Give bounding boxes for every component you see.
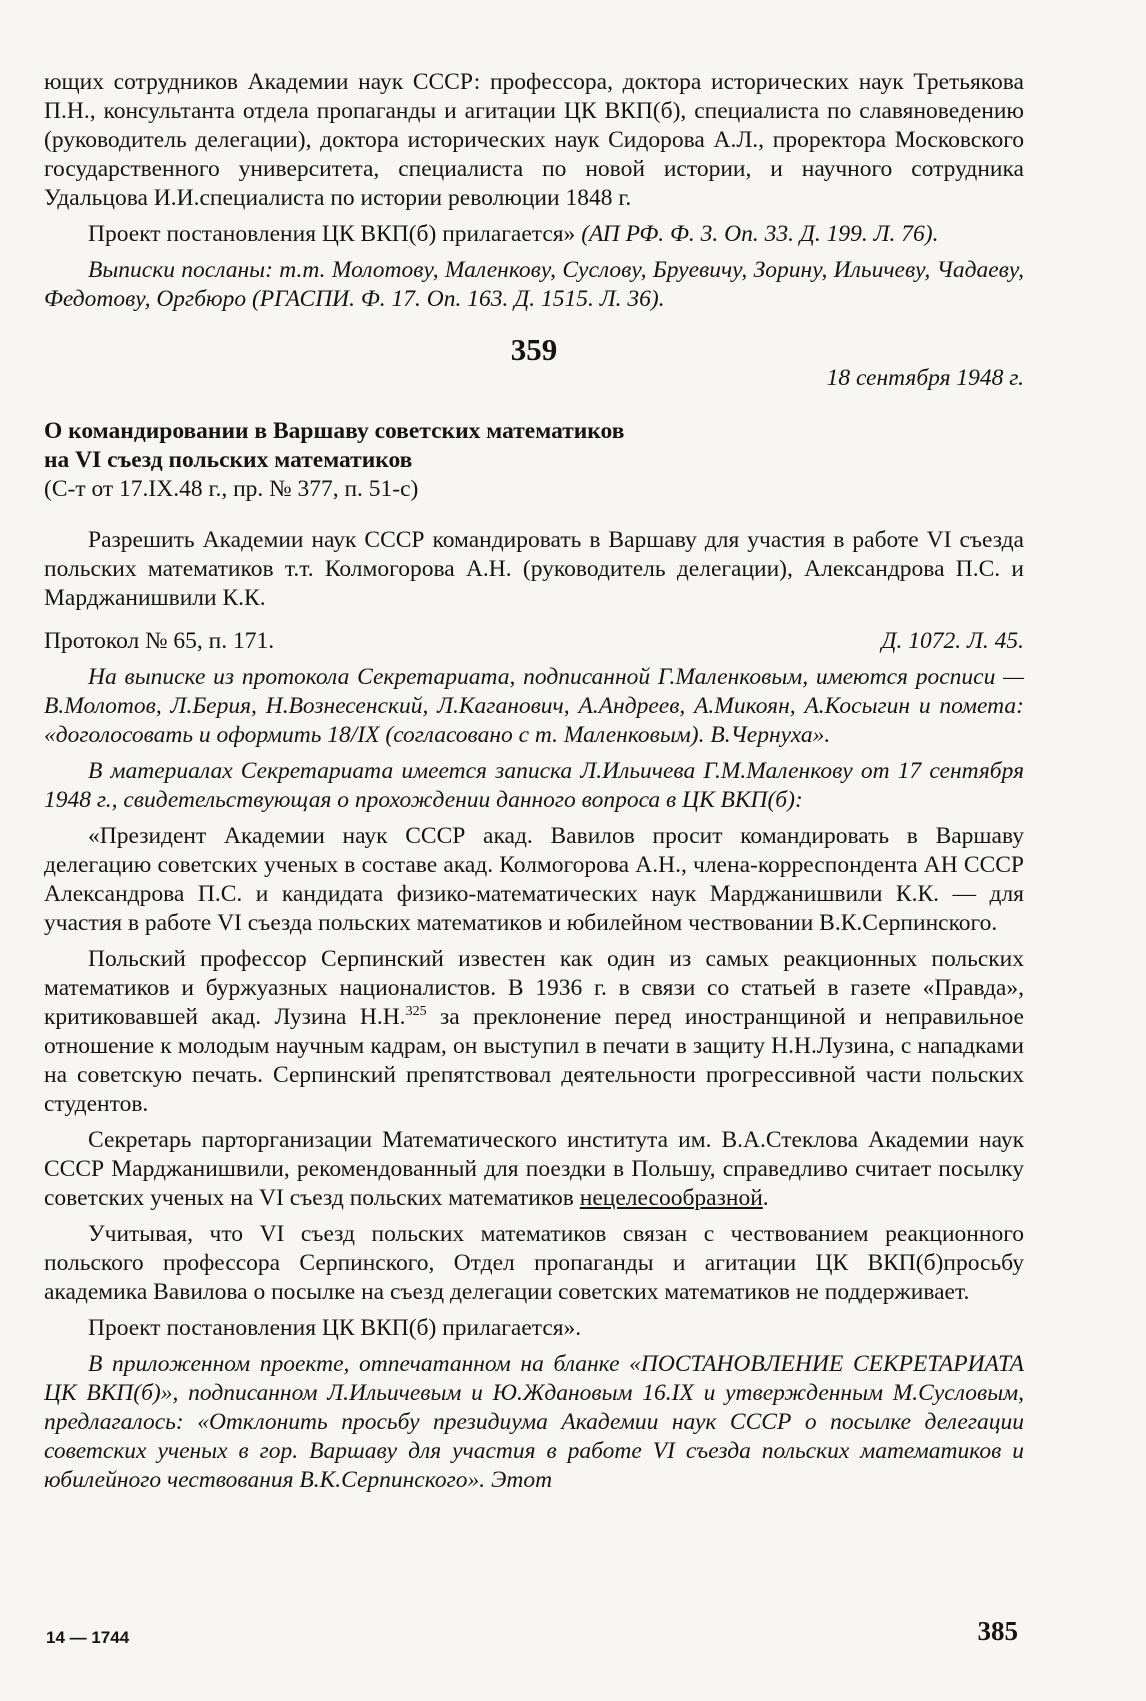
letter-2-text-b: за преклонение перед иностранщиной и неправильное отношение к молодым научным кадрам, он выступил в печати в защиту Н.Н.Лузина, с нападками на советскую печать. Серпинский препятствовал деятельности прогрессивной части польских студентов. xyxy=(44,1004,1024,1117)
letter-paragraph-1: «Президент Академии наук СССР акад. Вавилов просит командировать в Варшаву делегацию советских ученых в составе акад. Колмогорова А.Н., члена-корреспондента АН СССР Александрова П.С. и кандидата физико-математических наук Марджанишвили К.К. — для участия в работе VI съезда польских математиков и юбилейном чествовании В.К.Серпинского. xyxy=(44,823,1024,936)
document-ref: (С-т от 17.IX.48 г., пр. № 377, п. 51-с) xyxy=(44,476,419,502)
letter-2-text-a: Польский профессор Серпинский известен как один из самых реакционных польских математиков и буржуазных националистов. В 1936 г. в связи со статьей в газете «Правда», критиковавшей акад. Лузина Н.Н. xyxy=(44,946,1024,1030)
document-date: 18 сентября 1948 г. xyxy=(826,365,1024,391)
page-body xyxy=(44,68,1024,1495)
intro-paragraph: ющих сотрудников Академии наук СССР: профессора, доктора исторических наук Третьякова П.Н., консультанта отдела пропаганды и агитации ЦК ВКП(б), специалиста по славяноведению (руководитель делегации), доктора исторических наук Сидорова А.Л., проректора Московского государственного университета, специалиста по новой истории, и научного сотрудника Удальцова И.И.специалиста по истории революции 1848 г. xyxy=(44,69,1024,211)
enclosure-text: Проект постановления ЦК ВКП(б) прилагается» xyxy=(88,221,576,247)
printer-signature: 14 — 1744 xyxy=(46,1628,130,1647)
letter-paragraph-3 xyxy=(44,1126,1024,1213)
note-materials: В материалах Секретариата имеется записка Л.Ильичева Г.М.Маленкову от 17 сентября 1948 г., свидетельствующая о прохождении данного вопроса в ЦК ВКП(б): xyxy=(44,758,1024,813)
letter-3-text-c: . xyxy=(762,1185,769,1211)
distribution-note: Выписки посланы: т.т. Молотову, Маленкову, Суслову, Бруевичу, Зорину, Ильичеву, Чадаеву, Федотову, Оргбюро (РГАСПИ. Ф. 17. Оп. 163. Д. 1515. Л. 36). xyxy=(44,257,1024,312)
letter-paragraph-5: Проект постановления ЦК ВКП(б) прилагается». xyxy=(88,1315,582,1341)
protocol-row xyxy=(44,627,1024,656)
title-line-2: на VI съезд польских математиков xyxy=(44,447,413,473)
archive-reference: (АП РФ. Ф. 3. Оп. 33. Д. 199. Л. 76). xyxy=(575,221,939,247)
protocol-number: Протокол № 65, п. 171. xyxy=(44,628,275,654)
resolution-text: Разрешить Академии наук СССР командировать в Варшаву для участия в работе VI съезда польских математиков т.т. Колмогорова А.Н. (руководитель делегации), Александрова П.С. и Марджанишвили К.К. xyxy=(44,527,1024,611)
letter-paragraph-4: Учитывая, что VI съезд польских математиков связан с чествованием реакционного польского профессора Серпинского, Отдел пропаганды и агитации ЦК ВКП(б)просьбу академика Вавилова о посылке на съезд делегации советских математиков не поддерживает. xyxy=(44,1221,1024,1305)
note-extract: На выписке из протокола Секретариата, подписанной Г.Маленковым, имеются росписи — В.Молотов, Л.Берия, Н.Вознесенский, Л.Каганович, А.Андреев, А.Микоян, А.Косыгин и помета: «доголосовать и оформить 18/IX (согласовано с т. Маленковым). В.Чернуха». xyxy=(44,664,1024,748)
underlined-word: нецелесообразной xyxy=(579,1185,763,1211)
letter-3-text-a: Секретарь парторганизации Математического института им. В.А.Стеклова Академии наук СССР Марджанишвили, рекомендованный для поездки в Польшу, справедливо считает посылку советских ученых на VI съезд польских математиков xyxy=(44,1127,1024,1211)
note-attached-draft: В приложенном проекте, отпечатанном на бланке «ПОСТАНОВЛЕНИЕ СЕКРЕТАРИАТА ЦК ВКП(б)», подписанном Л.Ильичевым и Ю.Ждановым 16.IX и утвержденным М.Сусловым, предлагалось: «Отклонить просьбу президиума Академии наук СССР о посылке делегации советских ученых в гор. Варшаву для участия в работе VI съезда польских математиков и юбилейного чествования В.К.Серпинского». Этот xyxy=(44,1351,1024,1493)
intro-enclosure-paragraph xyxy=(44,220,1024,249)
document-number: 359 xyxy=(510,332,558,367)
letter-paragraph-2 xyxy=(44,945,1024,1119)
title-line-1: О командировании в Варшаву советских математиков xyxy=(44,418,625,444)
document-title xyxy=(44,417,1024,475)
protocol-archive: Д. 1072. Л. 45. xyxy=(881,628,1024,654)
page-number: 385 xyxy=(977,1616,1018,1646)
footnote-marker: 325 xyxy=(405,1004,427,1020)
